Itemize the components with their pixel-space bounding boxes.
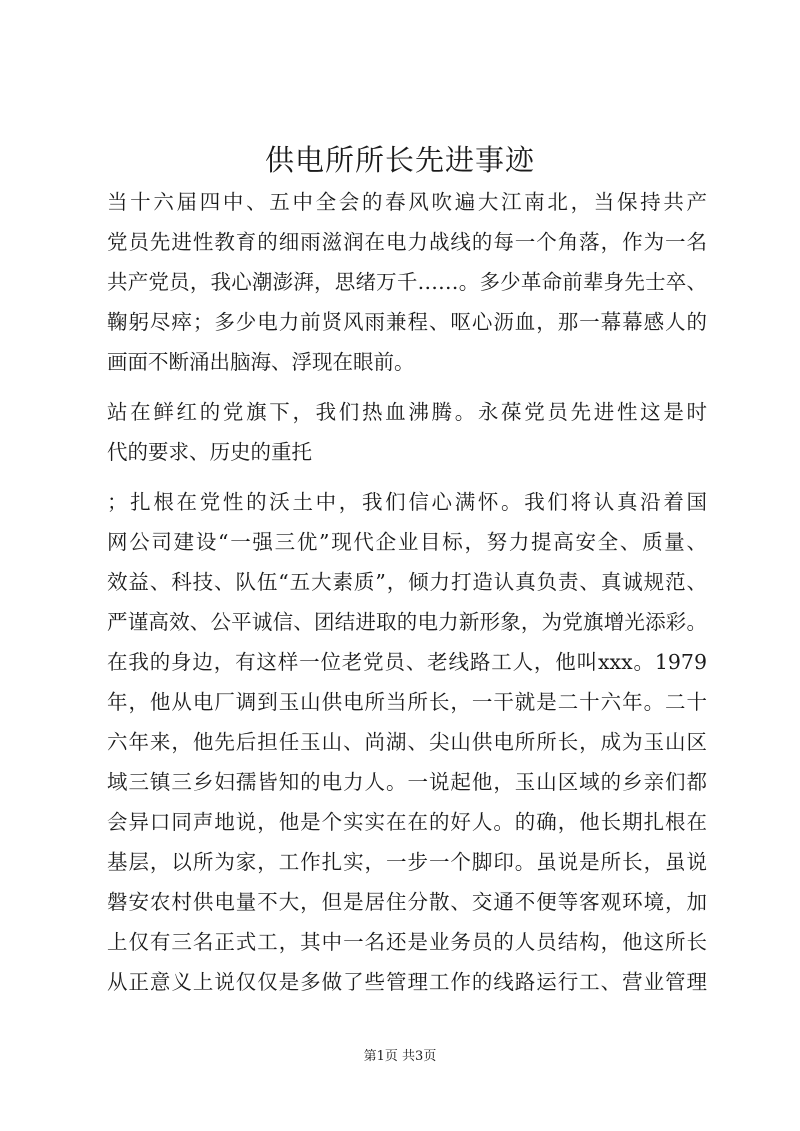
- body-line: 基层，以所为家，工作扎实，一步一个脚印。虽说是所长，虽说: [107, 850, 707, 874]
- body-line: 党员先进性教育的细雨滋润在电力战线的每一个角落，作为一名: [107, 230, 707, 254]
- body-line: 网公司建设“一强三优”现代企业目标，努力提高安全、质量、: [107, 530, 707, 554]
- body-line: ；扎根在党性的沃土中，我们信心满怀。我们将认真沿着国: [107, 490, 707, 514]
- body-line: 严谨高效、公平诚信、团结进取的电力新形象，为党旗增光添彩。: [107, 610, 707, 634]
- body-line: 鞠躬尽瘁；多少电力前贤风雨兼程、呕心沥血，那一幕幕感人的: [107, 310, 707, 334]
- body-line: 效益、科技、队伍“五大素质”，倾力打造认真负责、真诚规范、: [107, 570, 707, 594]
- body-line: 上仅有三名正式工，其中一名还是业务员的人员结构，他这所长: [107, 930, 707, 954]
- page-number-footer: 第1页 共3页: [363, 1049, 437, 1064]
- body-line: 站在鲜红的党旗下，我们热血沸腾。永葆党员先进性这是时: [107, 400, 707, 424]
- body-line: 在我的身边，有这样一位老党员、老线路工人，他叫xxx。1979: [107, 650, 707, 674]
- body-line: 六年来，他先后担任玉山、尚湖、尖山供电所所长，成为玉山区: [107, 730, 707, 754]
- page-title: 供电所所长先进事迹: [264, 143, 535, 177]
- body-line: 域三镇三乡妇孺皆知的电力人。一说起他，玉山区域的乡亲们都: [107, 770, 707, 794]
- body-line: 代的要求、历史的重托: [107, 440, 312, 464]
- body-line: 从正意义上说仅仅是多做了些管理工作的线路运行工、营业管理: [107, 970, 707, 994]
- body-line: 共产党员，我心潮澎湃，思绪万千……。多少革命前辈身先士卒、: [107, 270, 707, 294]
- body-line: 画面不断涌出脑海、浮现在眼前。: [107, 350, 415, 374]
- body-line: 磐安农村供电量不大，但是居住分散、交通不便等客观环境，加: [107, 890, 707, 914]
- body-line: 年，他从电厂调到玉山供电所当所长，一干就是二十六年。二十: [107, 690, 707, 714]
- body-line: 会异口同声地说，他是个实实在在的好人。的确，他长期扎根在: [107, 810, 707, 834]
- body-line: 当十六届四中、五中全会的春风吹遍大江南北，当保持共产: [107, 190, 707, 214]
